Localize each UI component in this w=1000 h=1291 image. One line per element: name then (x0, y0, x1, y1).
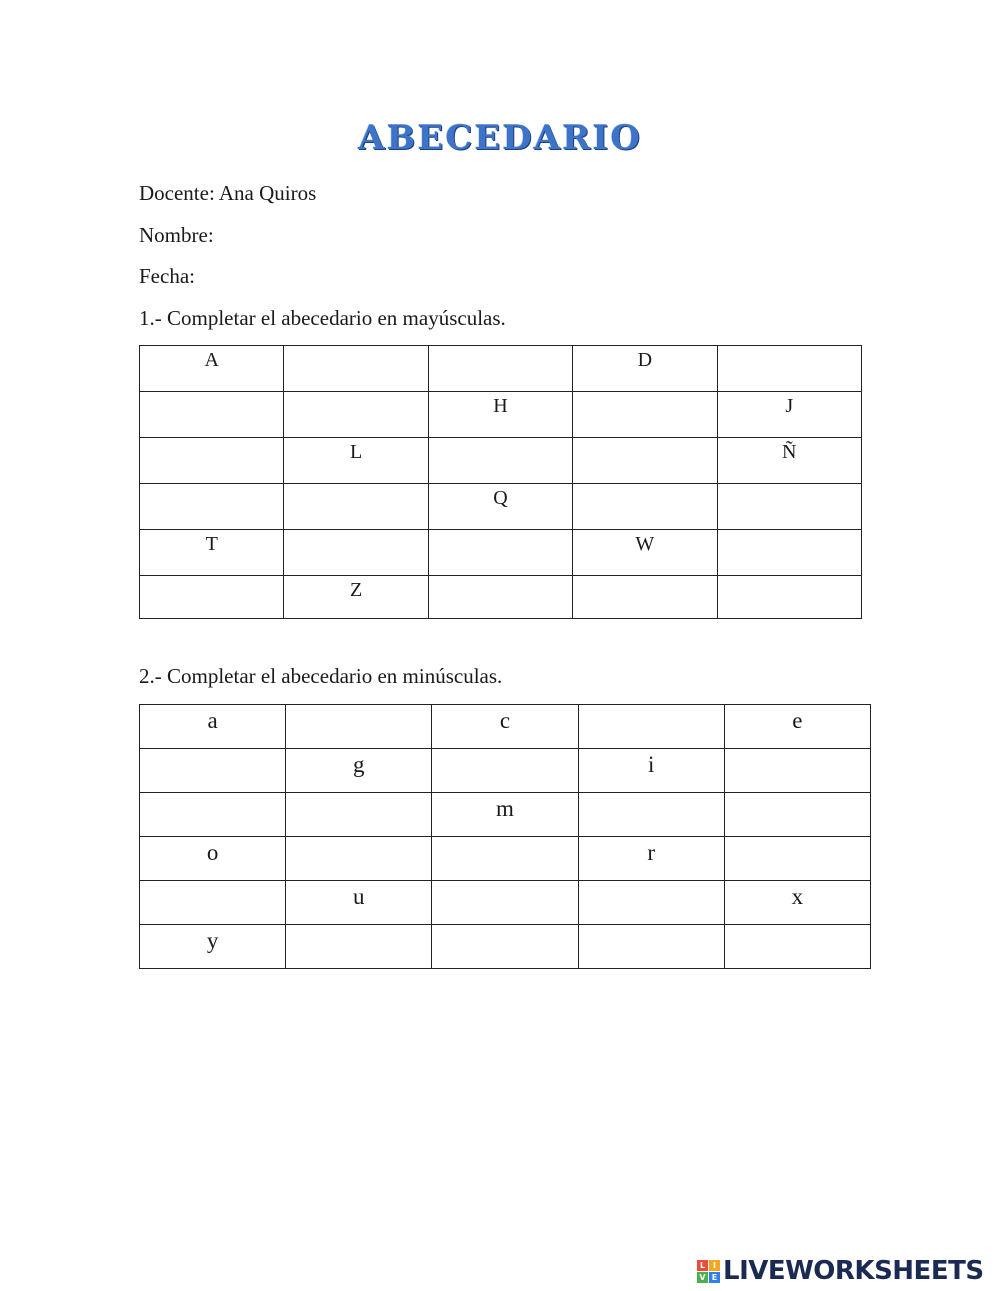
uppercase-blank-cell[interactable] (428, 438, 572, 484)
lowercase-row (140, 837, 871, 881)
lowercase-blank-cell[interactable] (432, 749, 578, 793)
lowercase-letter-cell: c (432, 705, 578, 749)
lowercase-blank-cell[interactable] (432, 837, 578, 881)
uppercase-blank-cell[interactable] (717, 530, 861, 576)
lowercase-letter-cell: a (140, 705, 286, 749)
uppercase-row (140, 576, 862, 619)
lowercase-letter-cell: i (578, 749, 724, 793)
uppercase-letter-cell: W (573, 530, 717, 576)
uppercase-row (140, 346, 862, 392)
instruction-uppercase: 1.- Completar el abecedario en mayúsculas. (139, 306, 506, 330)
lowercase-blank-cell[interactable] (286, 837, 432, 881)
uppercase-blank-cell[interactable] (140, 484, 284, 530)
lowercase-letter-cell: u (286, 881, 432, 925)
uppercase-blank-cell[interactable] (428, 576, 572, 619)
logo-blocks-icon (697, 1260, 720, 1283)
uppercase-blank-cell[interactable] (717, 346, 861, 392)
lowercase-blank-cell[interactable] (578, 705, 724, 749)
lowercase-row (140, 705, 871, 749)
uppercase-row (140, 530, 862, 576)
logo-block: L (697, 1260, 708, 1271)
lowercase-blank-cell[interactable] (432, 881, 578, 925)
teacher-line: Docente: Ana Quiros (139, 181, 317, 205)
uppercase-blank-cell[interactable] (284, 484, 428, 530)
instruction-lowercase: 2.- Completar el abecedario en minúsculas. (139, 664, 503, 688)
lowercase-blank-cell[interactable] (578, 925, 724, 969)
lowercase-row (140, 749, 871, 793)
lowercase-blank-cell[interactable] (724, 749, 870, 793)
uppercase-blank-cell[interactable] (717, 576, 861, 619)
lowercase-letter-cell: e (724, 705, 870, 749)
uppercase-letter-cell: J (717, 392, 861, 438)
lowercase-alphabet-grid (139, 704, 871, 969)
uppercase-letter-cell: Q (428, 484, 572, 530)
worksheet-title: ABECEDARIO (358, 118, 642, 158)
lowercase-blank-cell[interactable] (724, 837, 870, 881)
lowercase-blank-cell[interactable] (724, 925, 870, 969)
uppercase-alphabet-grid (139, 345, 862, 619)
uppercase-blank-cell[interactable] (428, 346, 572, 392)
liveworksheets-logo (697, 1255, 984, 1287)
name-field-label: Nombre: (139, 223, 214, 247)
uppercase-blank-cell[interactable] (284, 392, 428, 438)
lowercase-letter-cell: y (140, 925, 286, 969)
lowercase-blank-cell[interactable] (286, 793, 432, 837)
uppercase-blank-cell[interactable] (717, 484, 861, 530)
uppercase-letter-cell: A (140, 346, 284, 392)
lowercase-blank-cell[interactable] (140, 881, 286, 925)
logo-block: E (709, 1272, 720, 1283)
uppercase-letter-cell: H (428, 392, 572, 438)
lowercase-letter-cell: m (432, 793, 578, 837)
uppercase-letter-cell: T (140, 530, 284, 576)
uppercase-blank-cell[interactable] (573, 484, 717, 530)
lowercase-blank-cell[interactable] (286, 705, 432, 749)
lowercase-blank-cell[interactable] (724, 793, 870, 837)
uppercase-blank-cell[interactable] (284, 530, 428, 576)
lowercase-letter-cell: r (578, 837, 724, 881)
uppercase-blank-cell[interactable] (573, 392, 717, 438)
date-field-label: Fecha: (139, 264, 195, 288)
lowercase-blank-cell[interactable] (286, 925, 432, 969)
lowercase-blank-cell[interactable] (578, 793, 724, 837)
uppercase-blank-cell[interactable] (140, 392, 284, 438)
lowercase-blank-cell[interactable] (432, 925, 578, 969)
lowercase-letter-cell: g (286, 749, 432, 793)
uppercase-letter-cell: D (573, 346, 717, 392)
uppercase-blank-cell[interactable] (573, 438, 717, 484)
lowercase-letter-cell: o (140, 837, 286, 881)
lowercase-row (140, 793, 871, 837)
lowercase-row (140, 881, 871, 925)
uppercase-row (140, 484, 862, 530)
lowercase-blank-cell[interactable] (140, 793, 286, 837)
logo-block: V (697, 1272, 708, 1283)
uppercase-letter-cell: Ñ (717, 438, 861, 484)
lowercase-letter-cell: x (724, 881, 870, 925)
uppercase-blank-cell[interactable] (284, 346, 428, 392)
uppercase-row (140, 392, 862, 438)
uppercase-letter-cell: L (284, 438, 428, 484)
uppercase-letter-cell: Z (284, 576, 428, 619)
logo-block: I (709, 1260, 720, 1271)
lowercase-row (140, 925, 871, 969)
logo-text: LIVEWORKSHEETS (723, 1256, 984, 1286)
uppercase-blank-cell[interactable] (140, 438, 284, 484)
uppercase-blank-cell[interactable] (140, 576, 284, 619)
uppercase-blank-cell[interactable] (573, 576, 717, 619)
uppercase-blank-cell[interactable] (428, 530, 572, 576)
lowercase-blank-cell[interactable] (578, 881, 724, 925)
lowercase-blank-cell[interactable] (140, 749, 286, 793)
uppercase-row (140, 438, 862, 484)
